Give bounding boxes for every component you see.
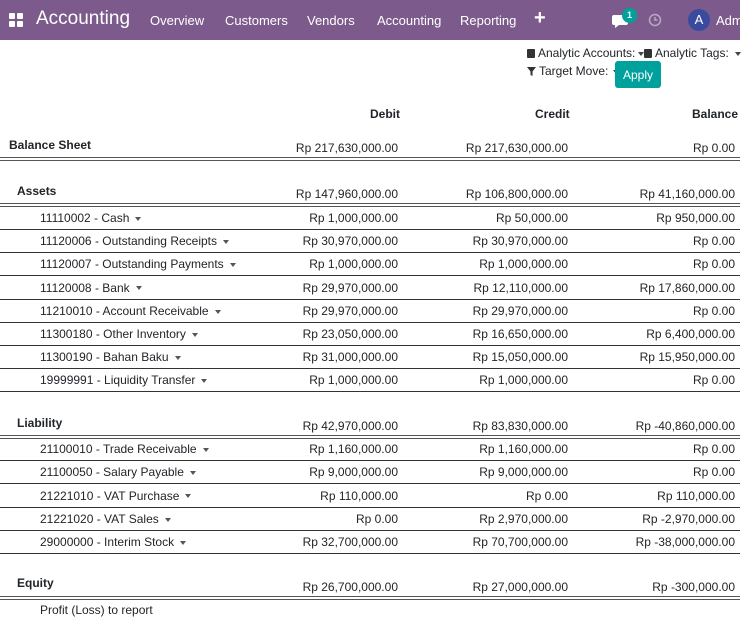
caret-down-icon[interactable] — [192, 333, 198, 337]
divider — [0, 391, 740, 392]
account-credit: Rp 70,700,000.00 — [472, 535, 568, 550]
apply-button[interactable]: Apply — [615, 61, 661, 88]
account-balance: Rp 0.00 — [692, 303, 735, 318]
account-label: 11120007 - Outstanding Payments — [40, 257, 224, 272]
account-label: 11120008 - Bank — [40, 280, 130, 295]
app-title: Accounting — [36, 8, 131, 29]
section-balance: Rp -40,860,000.00 — [635, 419, 735, 433]
account-balance: Rp -2,970,000.00 — [642, 511, 735, 526]
divider — [0, 553, 740, 554]
divider — [0, 345, 740, 346]
account-balance: Rp 0.00 — [692, 257, 735, 272]
account-debit: Rp 110,000.00 — [320, 488, 398, 503]
divider — [0, 275, 740, 276]
account-label: 11110002 - Cash — [40, 211, 130, 225]
caret-down-icon[interactable] — [230, 263, 236, 267]
section-title: Equity — [17, 576, 54, 590]
section-credit: Rp 106,800,000.00 — [465, 187, 568, 201]
divider — [0, 368, 740, 369]
section-debit: Rp 26,700,000.00 — [302, 580, 398, 594]
account-credit: Rp 12,110,000.00 — [473, 280, 568, 295]
caret-down-icon — [735, 52, 741, 56]
filter-icon — [527, 67, 536, 76]
account-credit: Rp 30,970,000.00 — [472, 234, 568, 249]
account-credit: Rp 29,970,000.00 — [472, 303, 568, 318]
column-header-balance: Balance — [692, 107, 739, 121]
account-debit: Rp 30,970,000.00 — [302, 234, 398, 249]
account-name[interactable] — [40, 465, 196, 479]
section-debit: Rp 147,960,000.00 — [295, 187, 398, 201]
account-label: 11210010 - Account Receivable — [40, 303, 209, 318]
menu-accounting[interactable]: Accounting — [377, 13, 442, 28]
caret-down-icon[interactable] — [185, 494, 191, 498]
analytic-accounts-filter[interactable]: Analytic Accounts: — [527, 46, 644, 60]
caret-down-icon[interactable] — [201, 379, 207, 383]
report-title: Balance Sheet — [9, 138, 92, 152]
account-label: 21100010 - Trade Receivable — [40, 442, 197, 456]
divider — [0, 299, 740, 300]
account-balance: Rp 17,860,000.00 — [639, 280, 735, 295]
account-label: 21221020 - VAT Sales — [40, 511, 159, 526]
divider — [0, 460, 740, 461]
menu-customers[interactable]: Customers — [225, 13, 288, 28]
divider — [0, 483, 740, 484]
caret-down-icon[interactable] — [203, 448, 209, 452]
account-debit: Rp 29,970,000.00 — [302, 280, 398, 295]
account-credit: Rp 9,000,000.00 — [479, 465, 568, 480]
menu-overview[interactable]: Overview — [150, 13, 205, 28]
account-label: 11120006 - Outstanding Receipts — [40, 234, 218, 249]
account-balance: Rp 110,000.00 — [657, 488, 735, 503]
book-icon — [527, 49, 535, 58]
account-credit: Rp 2,970,000.00 — [479, 511, 568, 526]
account-label: 21100050 - Salary Payable — [40, 465, 184, 480]
account-balance: Rp 6,400,000.00 — [646, 327, 735, 341]
account-balance: Rp 15,950,000.00 — [639, 350, 735, 365]
top-navbar — [0, 0, 746, 40]
account-label: 19999991 - Liquidity Transfer — [40, 373, 196, 388]
account-balance: Rp 0.00 — [692, 234, 735, 249]
account-name[interactable] — [40, 327, 198, 341]
caret-down-icon[interactable] — [136, 286, 142, 290]
divider — [0, 435, 740, 439]
account-debit: Rp 31,000,000.00 — [302, 350, 398, 365]
caret-down-icon[interactable] — [190, 471, 196, 475]
account-balance: Rp 0.00 — [692, 373, 735, 388]
divider — [0, 203, 740, 207]
account-debit: Rp 1,160,000.00 — [309, 442, 398, 456]
account-debit: Rp 9,000,000.00 — [309, 465, 398, 480]
account-name[interactable] — [40, 304, 221, 318]
account-balance: Rp 0.00 — [692, 442, 735, 456]
account-credit: Rp 0.00 — [525, 488, 568, 503]
user-avatar[interactable]: A — [688, 9, 710, 31]
account-balance: Rp -38,000,000.00 — [635, 535, 735, 550]
section-debit: Rp 42,970,000.00 — [302, 419, 398, 433]
account-name[interactable] — [40, 535, 186, 549]
account-debit: Rp 0.00 — [355, 511, 398, 526]
caret-down-icon[interactable] — [215, 310, 221, 314]
apps-menu-icon[interactable] — [9, 13, 23, 27]
title-balance: Rp 0.00 — [692, 141, 735, 155]
title-credit: Rp 217,630,000.00 — [465, 141, 568, 155]
account-credit: Rp 16,650,000.00 — [472, 327, 568, 341]
account-name[interactable] — [40, 211, 141, 225]
account-label: 11300180 - Other Inventory — [40, 327, 186, 341]
analytic-tags-filter[interactable]: Analytic Tags: — [644, 46, 741, 60]
account-name[interactable] — [40, 234, 229, 248]
account-debit: Rp 32,700,000.00 — [302, 535, 398, 550]
caret-down-icon[interactable] — [135, 217, 141, 221]
section-title: Liability — [17, 416, 63, 430]
account-name[interactable] — [40, 350, 181, 364]
account-debit: Rp 1,000,000.00 — [309, 211, 398, 225]
divider — [0, 530, 740, 531]
account-debit: Rp 1,000,000.00 — [309, 257, 398, 272]
account-balance: Rp 0.00 — [692, 465, 735, 480]
section-credit: Rp 27,000,000.00 — [472, 580, 568, 594]
account-credit: Rp 15,050,000.00 — [472, 350, 568, 365]
quick-create-button[interactable]: + — [534, 7, 546, 29]
title-debit: Rp 217,630,000.00 — [295, 141, 398, 155]
account-credit: Rp 50,000.00 — [495, 211, 568, 225]
divider — [0, 157, 740, 161]
section-title: Assets — [17, 184, 57, 198]
column-header-credit: Credit — [535, 107, 570, 121]
account-debit: Rp 1,000,000.00 — [309, 373, 398, 388]
account-name[interactable] — [40, 281, 142, 295]
account-debit: Rp 29,970,000.00 — [302, 303, 398, 318]
caret-down-icon[interactable] — [223, 240, 229, 244]
divider — [0, 252, 740, 253]
column-header-debit: Debit — [370, 107, 400, 121]
account-debit: Rp 23,050,000.00 — [302, 327, 398, 341]
account-name[interactable] — [40, 373, 207, 387]
account-credit: Rp 1,000,000.00 — [479, 373, 568, 388]
account-name[interactable] — [40, 512, 171, 526]
divider — [0, 507, 740, 508]
caret-down-icon[interactable] — [165, 518, 171, 522]
section-balance: Rp 41,160,000.00 — [639, 187, 735, 201]
account-name[interactable] — [40, 489, 191, 503]
account-label: 11300190 - Bahan Baku — [40, 350, 169, 365]
menu-vendors[interactable]: Vendors — [307, 13, 355, 28]
section-balance: Rp -300,000.00 — [652, 580, 735, 594]
message-count-badge: 1 — [622, 8, 637, 23]
divider — [0, 229, 740, 230]
account-name[interactable] — [40, 257, 236, 271]
account-label: 29000000 - Interim Stock — [40, 535, 175, 550]
account-balance: Rp 950,000.00 — [656, 211, 735, 225]
report-filters — [0, 40, 740, 90]
target-move-filter[interactable]: Target Move: — [527, 64, 619, 78]
account-credit: Rp 1,000,000.00 — [479, 257, 568, 272]
caret-down-icon[interactable] — [175, 356, 181, 360]
caret-down-icon[interactable] — [180, 541, 186, 545]
account-credit: Rp 1,160,000.00 — [479, 442, 568, 456]
account-label: 21221010 - VAT Purchase — [40, 488, 180, 503]
account-name[interactable] — [40, 442, 209, 456]
book-icon — [644, 49, 652, 58]
user-name[interactable]: Admi — [716, 13, 746, 28]
activity-clock-icon[interactable] — [648, 13, 662, 27]
account-name: Profit (Loss) to report — [40, 603, 153, 617]
divider — [0, 596, 740, 600]
menu-reporting[interactable]: Reporting — [460, 13, 517, 28]
section-credit: Rp 83,830,000.00 — [472, 419, 568, 433]
divider — [0, 322, 740, 323]
